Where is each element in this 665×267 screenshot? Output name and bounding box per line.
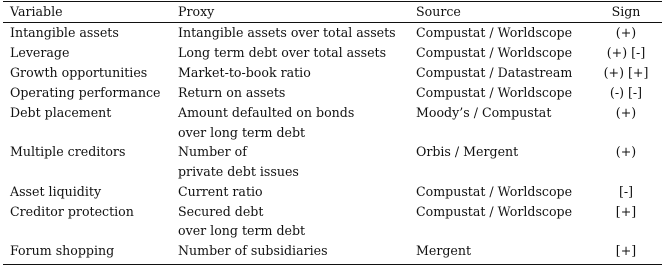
variables-table <box>0 2 665 261</box>
header-sign: Sign <box>611 4 641 19</box>
cell-source: Moody’s / Compustat <box>416 105 552 120</box>
cell-proxy <box>178 182 416 202</box>
table-body <box>0 22 665 261</box>
cell-sign: [+] <box>615 243 637 259</box>
cell-sign: [-] <box>618 183 634 199</box>
cell-source: Mergent <box>416 243 472 259</box>
header-row <box>0 2 665 22</box>
proxy-line: Amount defaulted on bonds <box>178 105 355 120</box>
cell-proxy <box>178 43 416 63</box>
cell-proxy <box>178 202 416 241</box>
table-row <box>0 83 665 103</box>
proxy-line: Current ratio <box>178 183 263 199</box>
cell-variable: Growth opportunities <box>10 65 148 80</box>
proxy-line: Intangible assets over total assets <box>178 25 396 40</box>
cell-proxy <box>178 22 416 43</box>
cell-variable: Intangible assets <box>10 25 119 40</box>
proxy-line: Number of <box>178 144 247 160</box>
cell-sign: (+) <box>615 105 637 120</box>
table-row <box>0 22 665 43</box>
bottom-rule <box>3 264 662 265</box>
proxy-line: private debt issues <box>178 164 299 180</box>
table-row <box>0 182 665 202</box>
cell-variable: Operating performance <box>10 85 161 100</box>
table-row <box>0 241 665 261</box>
proxy-line: Return on assets <box>178 85 286 100</box>
proxy-line: Market-to-book ratio <box>178 65 311 80</box>
proxy-line: over long term debt <box>178 124 306 140</box>
cell-proxy <box>178 142 416 181</box>
table-row <box>0 43 665 63</box>
header-variable: Variable <box>10 4 63 19</box>
table-row <box>0 103 665 142</box>
proxy-line: Number of subsidiaries <box>178 243 328 259</box>
proxy-line: Secured debt <box>178 203 264 219</box>
cell-variable: Leverage <box>10 45 70 60</box>
cell-variable: Creditor protection <box>10 203 134 219</box>
table-row <box>0 202 665 241</box>
cell-source: Compustat / Worldscope <box>416 183 573 199</box>
cell-proxy <box>178 103 416 142</box>
cell-source: Compustat / Worldscope <box>416 45 573 60</box>
proxy-line: over long term debt <box>178 223 306 239</box>
cell-sign: (+) <box>615 25 637 40</box>
proxy-line: Long term debt over total assets <box>178 45 387 60</box>
table-row <box>0 63 665 83</box>
cell-variable: Multiple creditors <box>10 144 126 160</box>
cell-sign: (+) [-] <box>606 45 646 60</box>
cell-sign: (-) [-] <box>609 85 643 100</box>
cell-source: Compustat / Datastream <box>416 65 573 80</box>
table-row <box>0 142 665 181</box>
cell-proxy <box>178 63 416 83</box>
cell-sign: (+) [+] <box>603 65 649 80</box>
cell-sign: (+) <box>615 144 637 160</box>
cell-sign: [+] <box>615 203 637 219</box>
cell-source: Orbis / Mergent <box>416 144 519 160</box>
cell-variable: Forum shopping <box>10 243 115 259</box>
header-source: Source <box>416 4 461 19</box>
cell-variable: Asset liquidity <box>10 183 102 199</box>
cell-proxy <box>178 241 416 261</box>
cell-source: Compustat / Worldscope <box>416 203 573 219</box>
cell-source: Compustat / Worldscope <box>416 85 573 100</box>
cell-proxy <box>178 83 416 103</box>
header-proxy: Proxy <box>178 4 215 19</box>
cell-source: Compustat / Worldscope <box>416 25 573 40</box>
cell-variable: Debt placement <box>10 105 112 120</box>
